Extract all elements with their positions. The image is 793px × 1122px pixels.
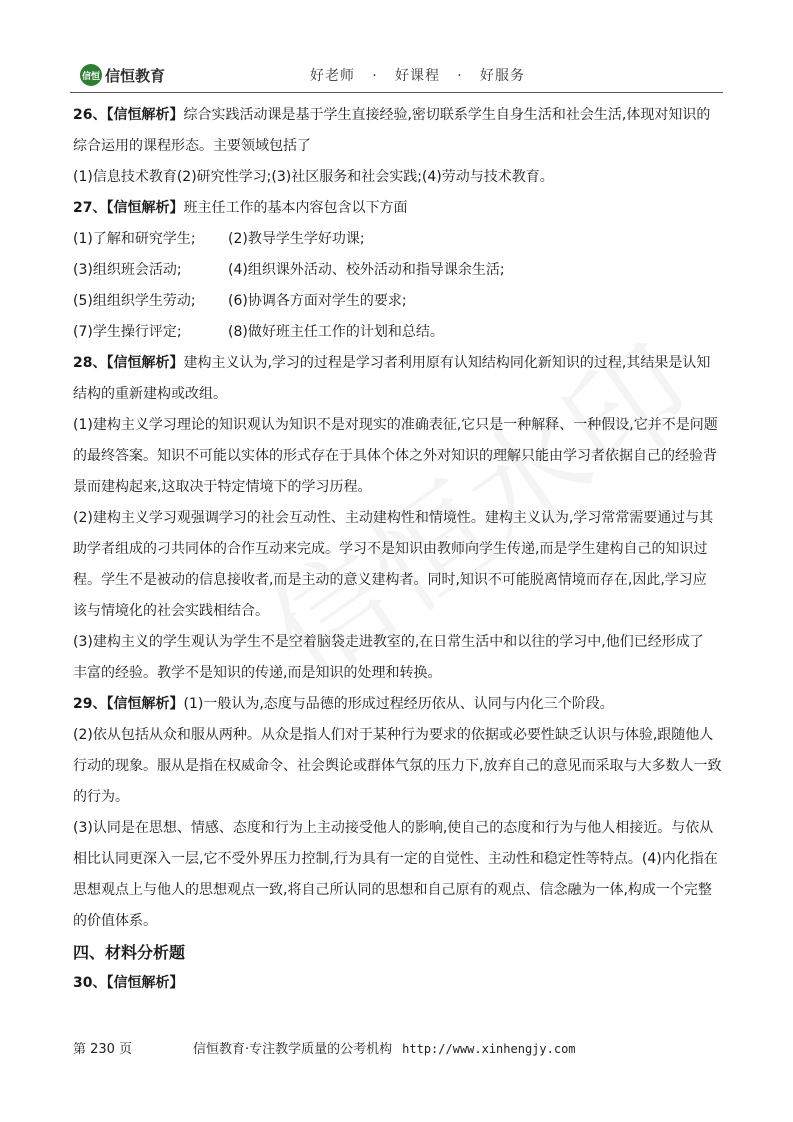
q26-line — [73, 100, 723, 131]
list-item: (4)组织课外活动、校外活动和指导课余生活; — [228, 262, 505, 278]
slogan — [310, 65, 525, 85]
paragraph-text: 建构主义认为,学习的过程是学习者利用原有认知结构同化新知识的过程,其结果是认知 — [183, 355, 711, 371]
document-body — [73, 100, 723, 999]
paragraph-line: (2)建构主义学习观强调学习的社会互动性、主动建构性和情境性。建构主义认为,学习常常需要通过与其 — [73, 510, 714, 526]
page-header — [70, 58, 723, 94]
question-number: 26、 — [73, 107, 107, 123]
page-footer — [73, 1038, 723, 1057]
paragraph-line: (2)依从包括从众和服从两种。从众是指人们对于某种行为要求的依据或必要性缺乏认识与体验,跟随他人 — [73, 727, 714, 743]
list-row — [73, 255, 723, 286]
q27-line — [73, 193, 723, 224]
paragraph-line: 的价值体系。 — [73, 913, 157, 929]
paragraph-line: 行动的现象。服从是指在权威命令、社会舆论或群体气氛的压力下,放弃自己的意见而采取与大多数人一致 — [73, 758, 722, 774]
logo-text: 信恒教育 — [105, 66, 166, 85]
paragraph-line: 丰富的经验。教学不是知识的传递,而是知识的处理和转换。 — [73, 665, 442, 681]
paragraph-line: 相比认同更深入一层,它不受外界压力控制,行为具有一定的自觉性、主动性和稳定性等特点。(4)内化指在 — [73, 851, 718, 867]
question-number: 27、 — [73, 200, 107, 216]
footer-url: http://www.xinhengjy.com — [402, 1042, 576, 1056]
slogan-separator: · — [372, 68, 378, 84]
list-item: (8)做好班主任工作的计划和总结。 — [228, 324, 444, 340]
paragraph-text: 综合实践活动课是基于学生直接经验,密切联系学生自身生活和社会生活,体现对知识的 — [183, 107, 711, 123]
header-divider — [70, 92, 723, 93]
analysis-tag: 【信恒解析】 — [106, 107, 184, 123]
paragraph-line: 的最终答案。知识不可能以实体的形式存在于具体个体之外对知识的理解只能由学习者依据自己的经验背 — [73, 448, 717, 464]
paragraph-line: 景而建构起来,这取决于特定情境下的学习历程。 — [73, 479, 372, 495]
question-number: 28、 — [73, 355, 107, 371]
list-item: (3)组织班会活动; — [73, 262, 182, 278]
analysis-tag: 【信恒解析】 — [106, 355, 184, 371]
list-item: (5)组组织学生劳动; — [73, 293, 196, 309]
page-number: 第 230 页 — [73, 1042, 133, 1057]
question-number: 30、 — [73, 975, 107, 991]
paragraph-line: 助学者组成的刁共同体的合作互动来完成。学习不是知识由教师向学生传递,而是学生建构自己的知识过 — [73, 541, 708, 557]
paragraph-text: (1)一般认为,态度与品德的形成过程经历依从、认同与内化三个阶段。 — [183, 696, 614, 712]
paragraph-line: 该与情境化的社会实践相结合。 — [73, 603, 269, 619]
list-item: (6)协调各方面对学生的要求; — [228, 293, 407, 309]
logo-icon: 信恒 — [80, 64, 102, 86]
slogan-separator: · — [457, 68, 463, 84]
paragraph-line: (1)建构主义学习理论的知识观认为知识不是对现实的准确表征,它只是一种解释、一种假设,它并不是问题 — [73, 417, 718, 433]
paragraph-line: (3)认同是在思想、情感、态度和行为上主动接受他人的影响,使自己的态度和行为与他人相接近。与依从 — [73, 820, 714, 836]
list-row — [73, 224, 723, 255]
paragraph-line: 的行为。 — [73, 789, 129, 805]
slogan-part: 好服务 — [480, 68, 525, 84]
q30-line — [73, 968, 723, 999]
q28-line — [73, 348, 723, 379]
list-item: (2)教导学生学好功课; — [228, 231, 365, 247]
paragraph-line: 结构的重新建构或改组。 — [73, 386, 227, 402]
paragraph-line: 程。学生不是被动的信息接收者,而是主动的意义建构者。同时,知识不可能脱离情境而存在,因此,学习应 — [73, 572, 707, 588]
analysis-tag: 【信恒解析】 — [106, 975, 184, 991]
section-heading: 四、材料分析题 — [73, 943, 186, 962]
list-row — [73, 286, 723, 317]
paragraph-text: 班主任工作的基本内容包含以下方面 — [183, 200, 408, 216]
slogan-part: 好老师 — [310, 68, 355, 84]
analysis-tag: 【信恒解析】 — [106, 200, 184, 216]
logo — [80, 64, 165, 86]
paragraph-line: (3)建构主义的学生观认为学生不是空着脑袋走进教室的,在日常生活中和以往的学习中,他们已经形成了 — [73, 634, 704, 650]
paragraph-line: (1)信息技术教育(2)研究性学习;(3)社区服务和社会实践;(4)劳动与技术教育。 — [73, 169, 554, 185]
list-item: (7)学生操行评定; — [73, 324, 182, 340]
paragraph-line: 综合运用的课程形态。主要领域包括了 — [73, 138, 311, 154]
q29-line — [73, 689, 723, 720]
list-row — [73, 317, 723, 348]
paragraph-line: 思想观点上与他人的思想观点一致,将自己所认同的思想和自己原有的观点、信念融为一体,构成一个完整 — [73, 882, 712, 898]
question-number: 29、 — [73, 696, 107, 712]
footer-org: 信恒教育·专注教学质量的公考机构 — [193, 1042, 393, 1057]
list-item: (1)了解和研究学生; — [73, 231, 196, 247]
analysis-tag: 【信恒解析】 — [106, 696, 184, 712]
slogan-part: 好课程 — [395, 68, 440, 84]
